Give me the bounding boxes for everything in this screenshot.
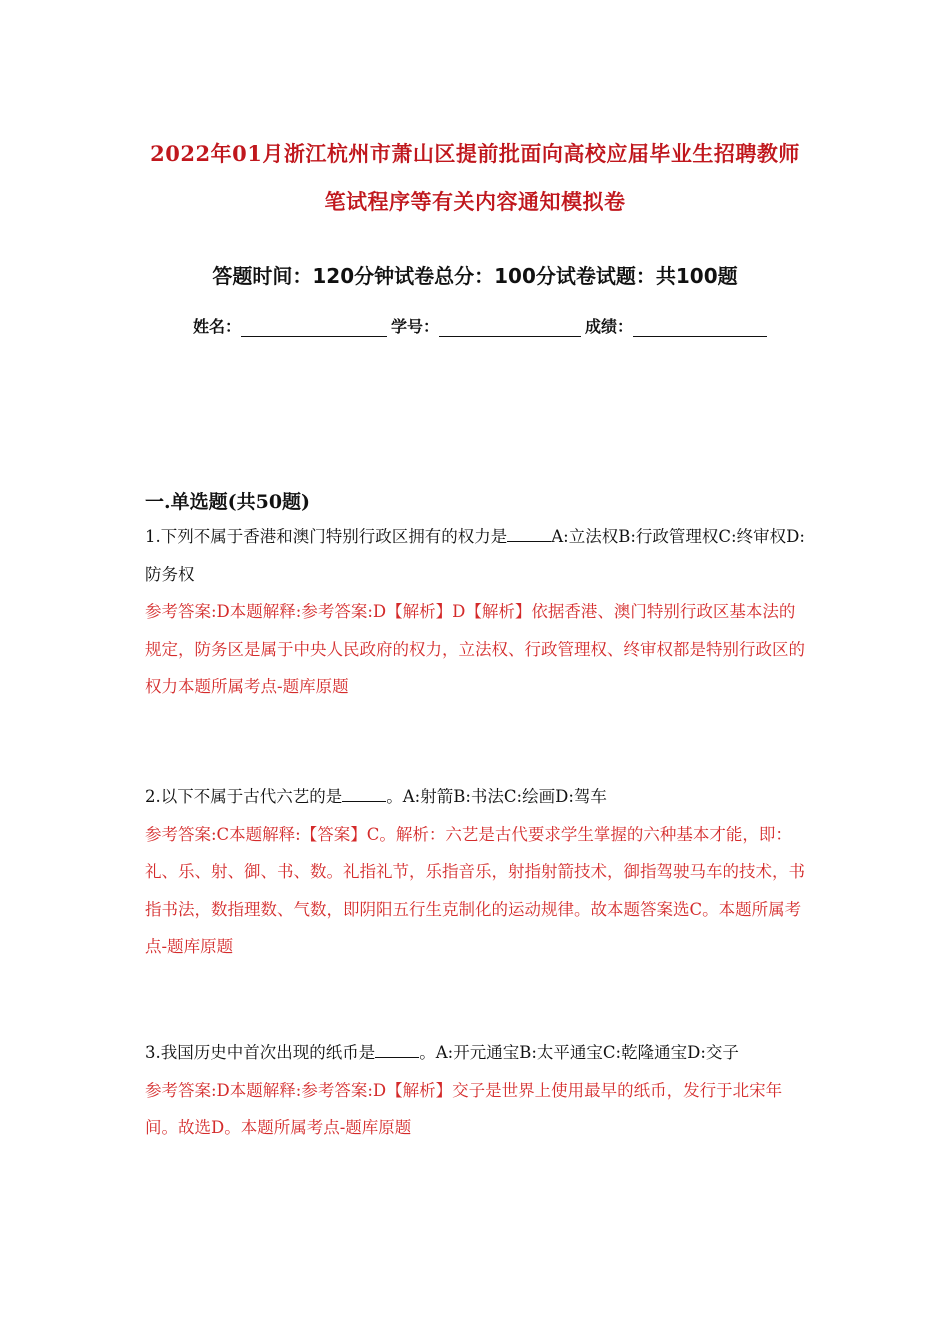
name-label: 姓名： (193, 317, 242, 336)
exam-title-line2: 笔试程序等有关内容通知模拟卷 (324, 189, 626, 214)
section-title: 一.单选题(共50题) (145, 491, 311, 513)
question-stem-after: A:立法权B:行政管理权C:终审权D:防务权 (145, 527, 805, 584)
question-stem-after: 。A:射箭B:书法C:绘画D:驾车 (386, 787, 607, 806)
question-stem (145, 1034, 805, 1072)
question-stem (145, 778, 805, 816)
score-label: 成绩： (585, 317, 634, 336)
student-id-label: 学号： (391, 317, 440, 336)
reference-answer: 参考答案:D本题解释:参考答案:D【解析】D【解析】依据香港、澳门特别行政区基本法的规定，防务区是属于中央人民政府的权力，立法权、行政管理权、终审权都是特别行政区的权力本题所属考点-题库原题 (145, 602, 805, 696)
question-item (145, 778, 805, 966)
name-blank (241, 316, 387, 337)
reference-answer: 参考答案:C本题解释:【答案】C。解析：六艺是古代要求学生掌握的六种基本才能，即：礼、乐、射、御、书、数。礼指礼节，乐指音乐，射指射箭技术，御指驾驶马车的技术，书指书法，数指理数、气数，即阴阳五行生克制化的运动规律。故本题答案选C。本题所属考点-题库原题 (145, 824, 805, 956)
answer-blank (342, 787, 386, 802)
reference-answer: 参考答案:D本题解释:参考答案:D【解析】交子是世界上使用最早的纸币，发行于北宋年间。故选D。本题所属考点-题库原题 (145, 1080, 783, 1137)
question-stem-after: 。A:开元通宝B:太平通宝C:乾隆通宝D:交子 (419, 1043, 739, 1062)
question-stem-before: 2.以下不属于古代六艺的是 (145, 787, 343, 806)
score-blank (633, 316, 767, 337)
question-stem-before: 1.下列不属于香港和澳门特别行政区拥有的权力是 (145, 527, 508, 546)
exam-title-line1: 2022年01月浙江杭州市萧山区提前批面向高校应届毕业生招聘教师 (150, 141, 800, 166)
exam-meta: 答题时间：120分钟试卷总分：100分试卷试题：共100题 (212, 264, 738, 288)
question-stem (145, 518, 805, 593)
student-info-fields (193, 314, 771, 337)
answer-blank (507, 527, 551, 542)
answer-blank (375, 1043, 419, 1058)
question-item (145, 1034, 805, 1147)
question-item (145, 518, 805, 706)
student-id-blank (439, 316, 581, 337)
question-stem-before: 3.我国历史中首次出现的纸币是 (145, 1043, 376, 1062)
